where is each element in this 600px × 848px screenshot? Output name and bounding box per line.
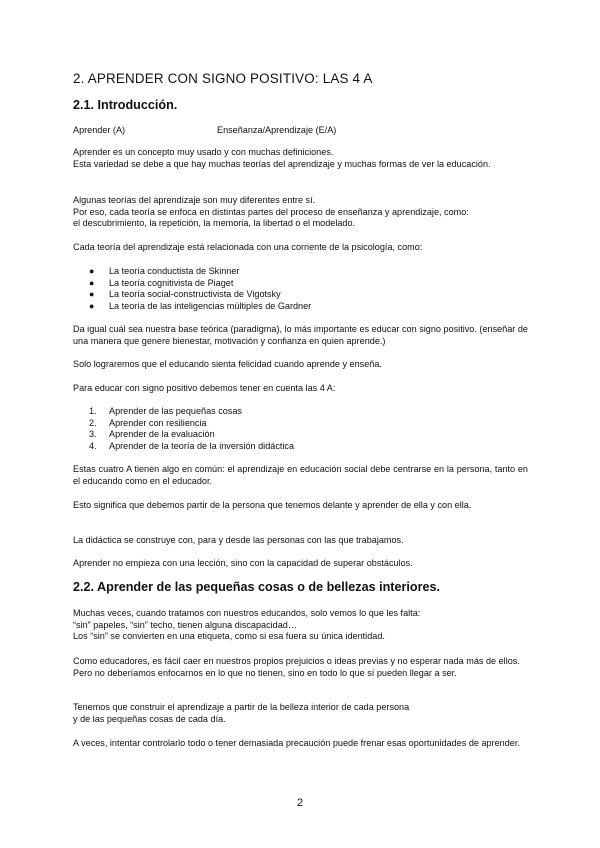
- page-number: 2: [296, 797, 304, 809]
- list-number: 1.: [89, 406, 97, 416]
- list-item: [73, 406, 294, 418]
- definition-aprender: Aprender (A): [73, 125, 126, 135]
- paragraph-5: Solo lograremos que el educando sienta felicidad cuando aprende y enseña.: [73, 359, 382, 369]
- paragraph-6: Para educar con signo positivo debemos tener en cuenta las 4 A:: [73, 383, 336, 393]
- definitions-row: [73, 125, 528, 137]
- paragraph-14: A veces, intentar controlarlo todo o tener demasiada precaución puede frenar esas oportunidades de aprender.: [73, 738, 520, 748]
- paragraph-7: Estas cuatro A tienen algo en común: el aprendizaje en educación social debe centrarse en la persona, tanto en el educando como en el educador.: [73, 464, 528, 486]
- bullet-icon: ●: [89, 289, 95, 300]
- four-a-list: [73, 406, 294, 452]
- list-item: [73, 301, 311, 313]
- paragraph-8: Esto significa que debemos partir de la persona que tenemos delante y aprender de ella y con ella.: [73, 500, 472, 510]
- paragraph-line: Los “sin” se convierten en una etiqueta, como si esa fuera su única identidad.: [73, 631, 385, 642]
- list-item: [73, 418, 294, 430]
- list-item-text: La teoría conductista de Skinner: [109, 266, 240, 276]
- paragraph-4: Da igual cuál sea nuestra base teórica (paradigma), lo más importante es educar con signo positivo. (enseñar de una manera que genere bienestar, motivación y confianza en quien aprende.): [73, 324, 528, 346]
- paragraph-11: [73, 608, 420, 643]
- list-item-text: Aprender de la evaluación: [109, 429, 215, 440]
- list-item-text: La teoría cognitivista de Piaget: [109, 277, 234, 288]
- paragraph-line: Pero no deberíamos enfocarnos en lo que no tienen, sino en todo lo que sí pueden llegar a ser.: [73, 667, 457, 678]
- main-heading: 2. APRENDER CON SIGNO POSITIVO: LAS 4 A: [73, 71, 373, 86]
- paragraph-line: Tenemos que construir el aprendizaje a partir de la belleza interior de cada persona: [73, 702, 410, 712]
- list-number: 3.: [89, 429, 97, 440]
- paragraph-line: Algunas teorías del aprendizaje son muy diferentes entre sí.: [73, 195, 316, 205]
- theories-list: [73, 266, 311, 312]
- paragraph-10: Aprender no empieza con una lección, sino con la capacidad de superar obstáculos.: [73, 558, 413, 568]
- section-title-pequenas-cosas: 2.2. Aprender de las pequeñas cosas o de bellezas interiores.: [73, 580, 440, 594]
- paragraph-line: y de las pequeñas cosas de cada día.: [73, 713, 226, 724]
- list-item-text: La teoría social-constructivista de Vigotsky: [109, 289, 281, 300]
- bullet-icon: ●: [89, 277, 95, 288]
- paragraph-line: “sin” papeles, “sin” techo, tienen alguna discapacidad…: [73, 619, 297, 630]
- definition-ensenanza: Enseñanza/Aprendizaje (E/A): [217, 125, 337, 135]
- list-item: [73, 441, 294, 453]
- list-item: [73, 429, 294, 441]
- list-item: [73, 278, 311, 290]
- paragraph-line: Muchas veces, cuando tratamos con nuestros educandos, solo vemos lo que les falta:: [73, 608, 421, 618]
- list-number: 4.: [89, 440, 97, 451]
- list-item: [73, 289, 311, 301]
- section-title-introduccion: 2.1. Introducción.: [73, 98, 178, 112]
- paragraph-9: La didáctica se construye con, para y desde las personas con las que trabajamos.: [73, 535, 404, 545]
- bullet-icon: ●: [89, 300, 95, 311]
- paragraph-12: [73, 656, 528, 679]
- paragraph-3: Cada teoría del aprendizaje está relacionada con una corriente de la psicología, como:: [73, 242, 423, 252]
- list-item-text: La teoría de las inteligencias múltiples de Gardner: [109, 300, 312, 311]
- paragraph-line: Por eso, cada teoría se enfoca en distintas partes del proceso de enseñanza y aprendizaje, como:: [73, 206, 469, 217]
- paragraph-13: [73, 702, 409, 725]
- paragraph-1: [73, 147, 528, 170]
- list-item-text: Aprender de las pequeñas cosas: [109, 406, 242, 416]
- list-item-text: Aprender de la teoría de la inversión didáctica: [109, 440, 295, 451]
- paragraph-line: el descubrimiento, la repetición, la memoria, la libertad o el modelado.: [73, 218, 356, 229]
- list-number: 2.: [89, 417, 97, 428]
- list-item-text: Aprender con resiliencia: [109, 417, 207, 428]
- paragraph-line: Como educadores, es fácil caer en nuestros propios prejuicios o ideas previas y no esperar nada más de ellos.: [73, 656, 520, 666]
- paragraph-line: Esta variedad se debe a que hay muchas teorías del aprendizaje y muchas formas de ver la educación.: [73, 158, 491, 169]
- list-item: [73, 266, 311, 278]
- paragraph-line: Aprender es un concepto muy usado y con muchas definiciones.: [73, 147, 334, 157]
- bullet-icon: ●: [89, 266, 95, 276]
- paragraph-2: [73, 195, 469, 230]
